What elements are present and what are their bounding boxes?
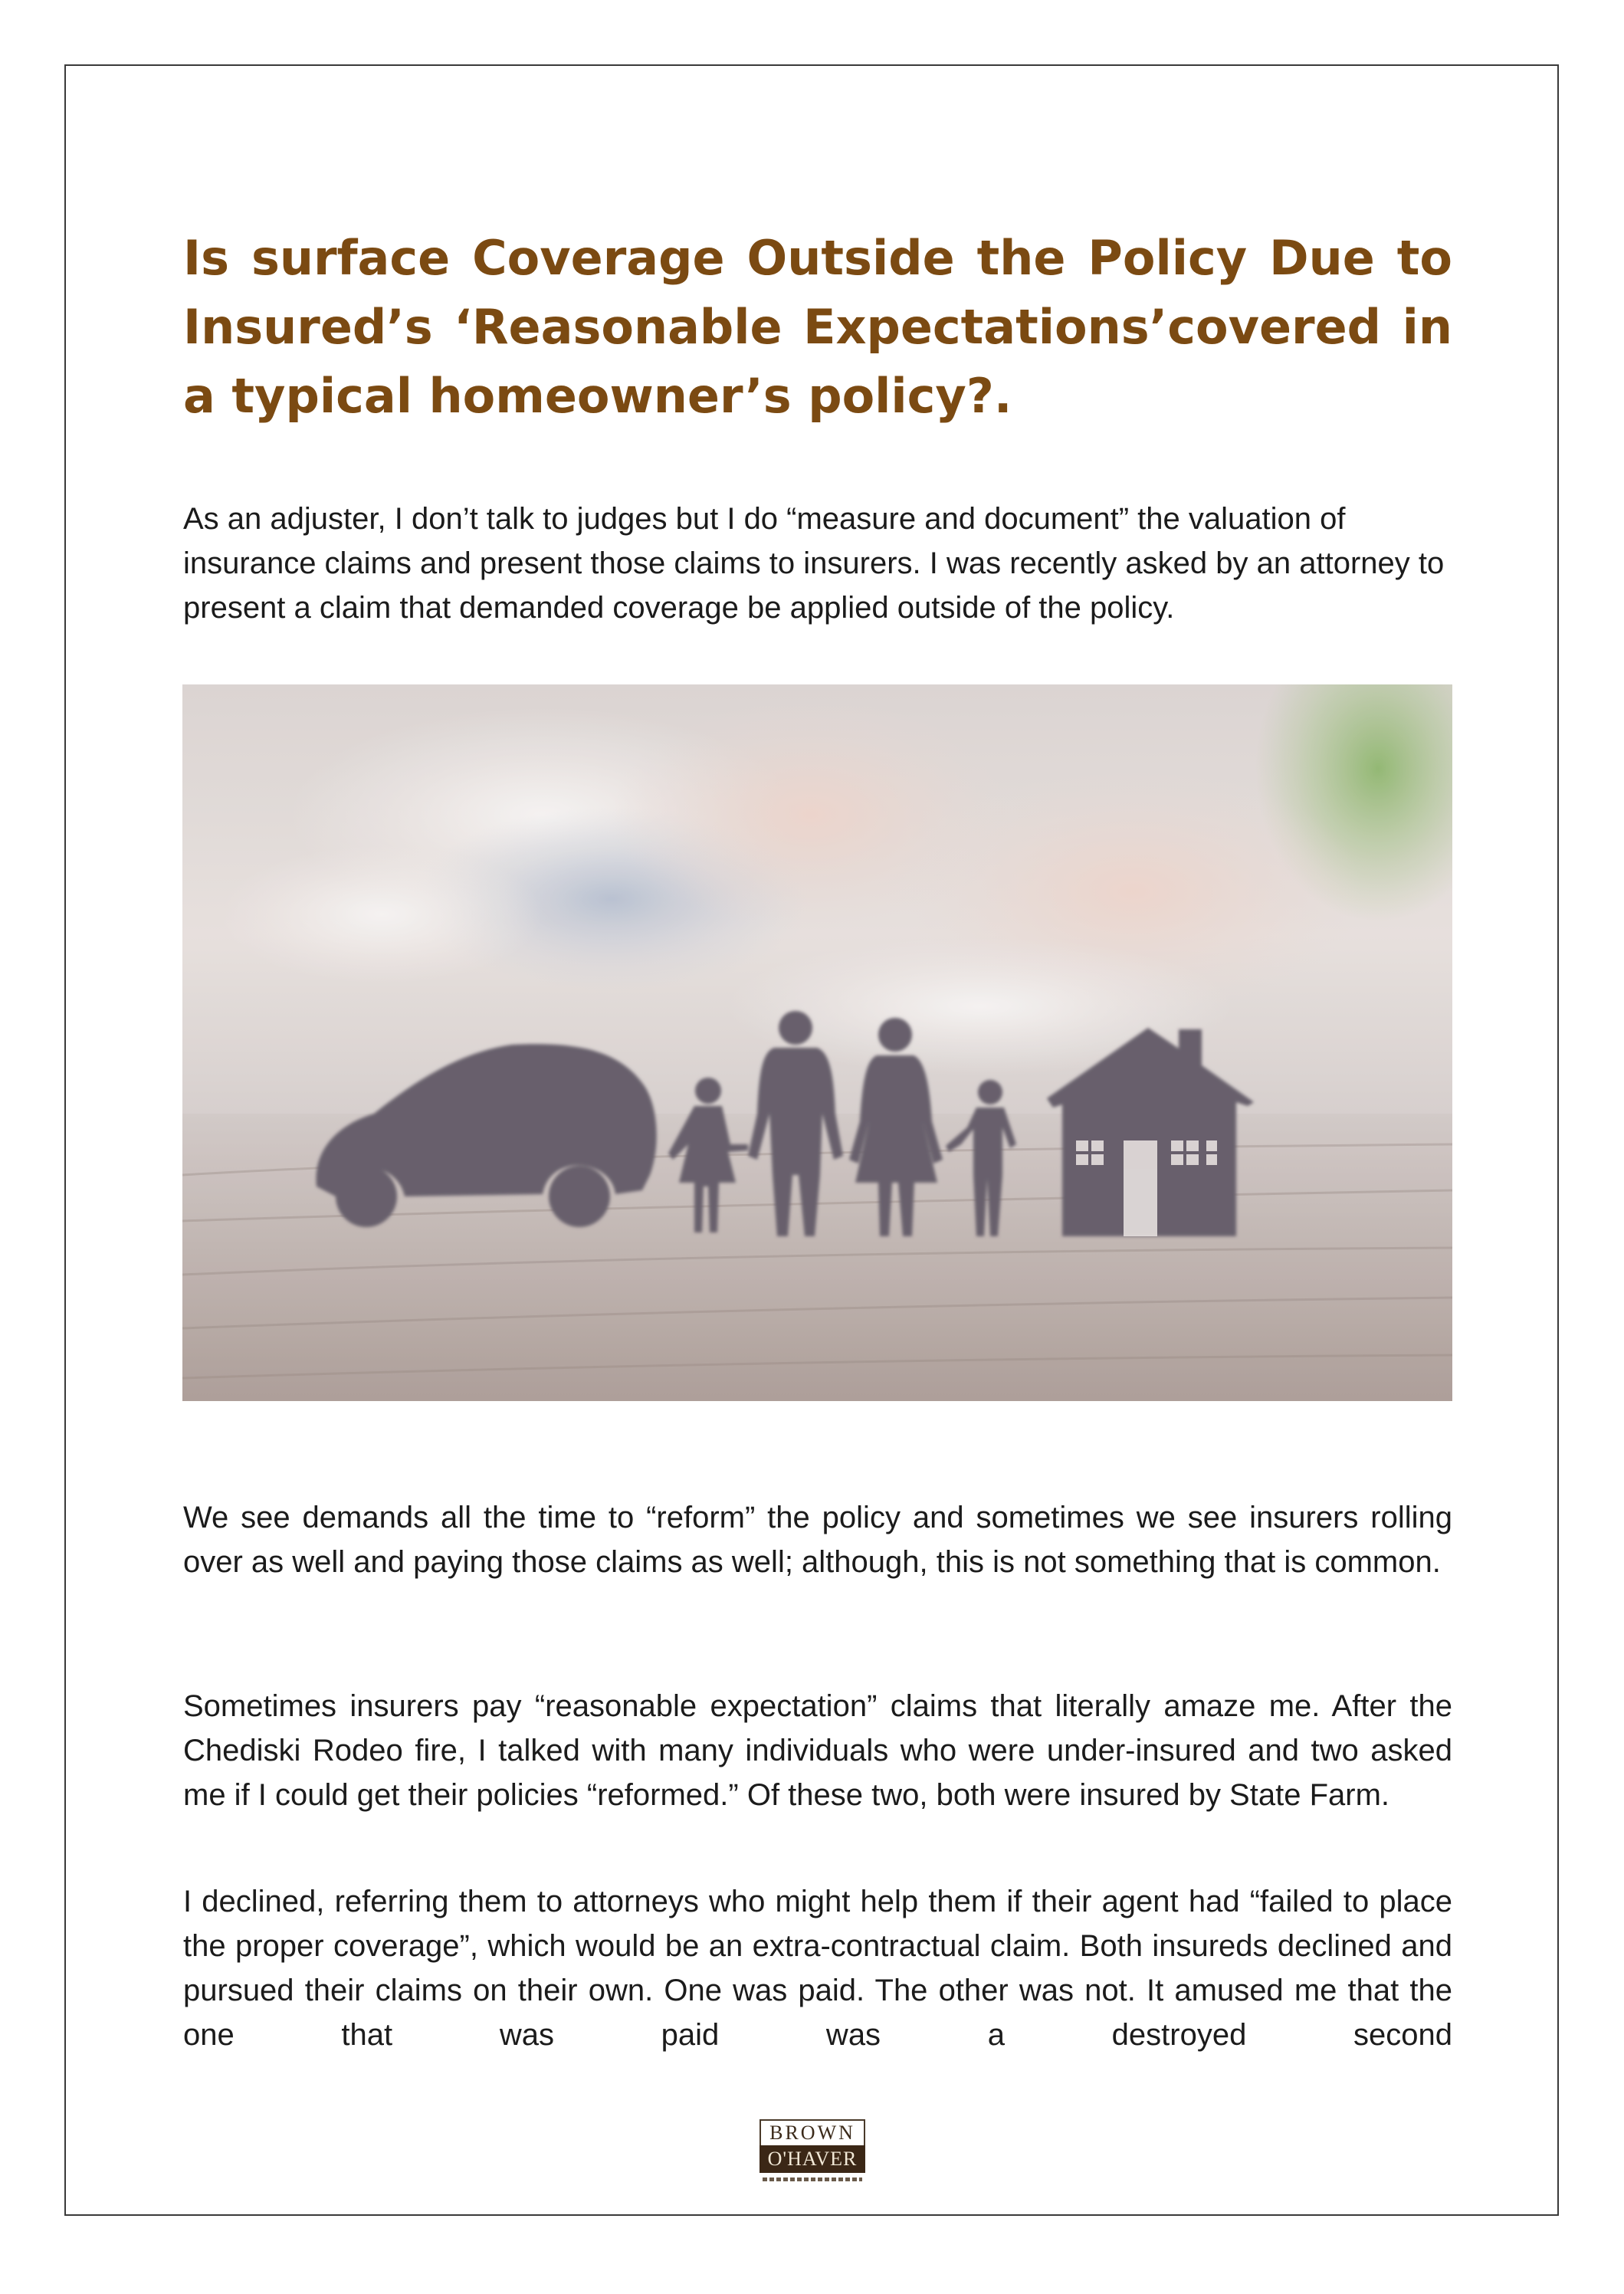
brown-ohaver-logo bbox=[752, 2119, 873, 2188]
logo-tagline-mark bbox=[763, 2177, 862, 2181]
logo-brown-text: BROWN bbox=[760, 2119, 865, 2145]
body-paragraph-3: I declined, referring them to attorneys who might help them if their agent had “failed to place the proper coverage”, which would be an extra-contractual claim. Both insureds declined and pursued their claims on their own. One was paid. The other was not. It amused me that the one that was paid was a destroyed second bbox=[183, 1885, 1452, 2052]
article-title: Is surface Coverage Outside the Policy Due to Insured’s ‘Reasonable Expectations’covered in a typical homeowner’s policy?. bbox=[183, 230, 1452, 424]
body-paragraph-2: Sometimes insurers pay “reasonable expectation” claims that literally amaze me. After the Chediski Rodeo fire, I talked with many individuals who were under-insured and two asked me if I could get their policies “reformed.” Of these two, both were insured by State Farm. bbox=[183, 1689, 1452, 1812]
logo-ohaver-text: O'HAVER bbox=[760, 2145, 865, 2173]
hero-image bbox=[182, 684, 1452, 1401]
intro-paragraph: As an adjuster, I don’t talk to judges but I do “measure and document” the valuation of insurance claims and present those claims to insurers. I was recently asked by an attorney to present a claim that demanded coverage be applied outside of the policy. bbox=[183, 502, 1445, 625]
body-paragraph-1: We see demands all the time to “reform” the policy and sometimes we see insurers rolling over as well and paying those claims as well; although, this is not something that is common. bbox=[183, 1501, 1452, 1579]
